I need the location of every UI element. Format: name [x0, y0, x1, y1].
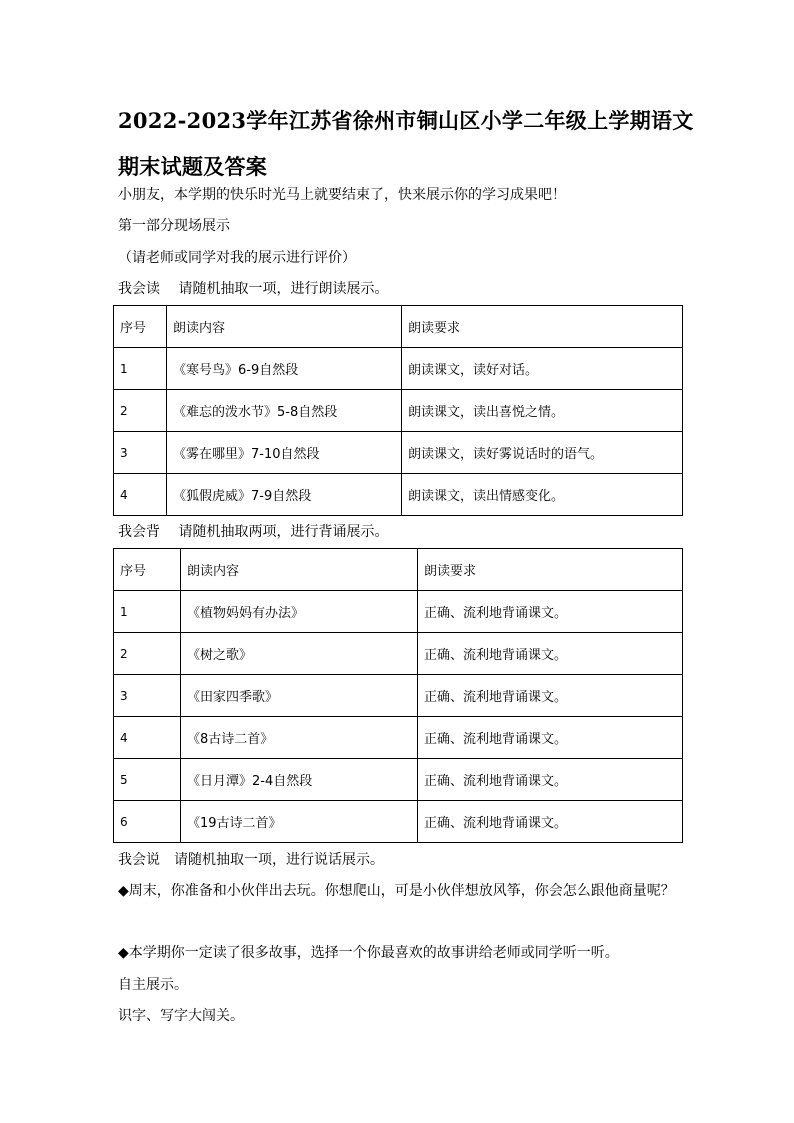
- table-cell: 4: [114, 717, 181, 759]
- table-cell: 3: [114, 675, 181, 717]
- reading-table: [113, 305, 683, 516]
- table-cell: 正确、流利地背诵课文。: [418, 717, 683, 759]
- title-line-1: 2022-2023学年江苏省徐州市铜山区小学二年级上学期语文: [118, 108, 694, 133]
- table-row: [114, 474, 683, 516]
- table-header-row: [114, 306, 683, 348]
- speak-item-2: ◆本学期你一定读了很多故事，选择一个你最喜欢的故事讲给老师或同学听一听。: [118, 945, 619, 961]
- literacy-heading: 识字、写字大闯关。: [118, 1008, 244, 1024]
- table-cell: 《寒号鸟》6-9自然段: [167, 348, 402, 390]
- table-cell: 《日月潭》2-4自然段: [181, 759, 418, 801]
- recite-heading: 我会背 请随机抽取两项，进行背诵展示。: [118, 524, 389, 540]
- table-row: [114, 591, 683, 633]
- table-cell: 5: [114, 759, 181, 801]
- table-cell: 正确、流利地背诵课文。: [418, 591, 683, 633]
- table-cell: 朗读课文，读好雾说话时的语气。: [402, 432, 683, 474]
- table-cell: 6: [114, 801, 181, 843]
- table-row: [114, 633, 683, 675]
- table-cell: 4: [114, 474, 167, 516]
- table-row: [114, 801, 683, 843]
- table-header-row: [114, 549, 683, 591]
- table-row: [114, 432, 683, 474]
- title-line-2: 期末试题及答案: [118, 154, 268, 179]
- table-cell: 正确、流利地背诵课文。: [418, 675, 683, 717]
- self-show-text: 自主展示。: [118, 977, 188, 993]
- table-cell: 朗读课文，读好对话。: [402, 348, 683, 390]
- table-cell: 《19古诗二首》: [181, 801, 418, 843]
- header-cell: 朗读要求: [402, 306, 683, 348]
- read-heading: 我会读 请随机抽取一项，进行朗读展示。: [118, 281, 389, 297]
- header-cell: 朗读内容: [167, 306, 402, 348]
- speak-item-1: ◆周末，你准备和小伙伴出去玩。你想爬山，可是小伙伴想放风筝，你会怎么跟他商量呢？: [118, 883, 675, 899]
- table-cell: 朗读课文，读出喜悦之情。: [402, 390, 683, 432]
- table-cell: 正确、流利地背诵课文。: [418, 633, 683, 675]
- table-row: [114, 759, 683, 801]
- table-row: [114, 390, 683, 432]
- table-cell: 《植物妈妈有办法》: [181, 591, 418, 633]
- speak-heading: 我会说 请随机抽取一项，进行说话展示。: [118, 852, 384, 868]
- table-cell: 《田家四季歌》: [181, 675, 418, 717]
- part1-heading: 第一部分现场展示: [118, 218, 230, 234]
- header-cell: 朗读内容: [181, 549, 418, 591]
- table-cell: 2: [114, 633, 181, 675]
- table-cell: 3: [114, 432, 167, 474]
- table-cell: 1: [114, 591, 181, 633]
- header-cell: 序号: [114, 306, 167, 348]
- table-cell: 《难忘的泼水节》5-8自然段: [167, 390, 402, 432]
- table-cell: 《8古诗二首》: [181, 717, 418, 759]
- table-row: [114, 675, 683, 717]
- table-cell: 《狐假虎威》7-9自然段: [167, 474, 402, 516]
- table-cell: 1: [114, 348, 167, 390]
- table-row: [114, 717, 683, 759]
- table-row: [114, 348, 683, 390]
- table-cell: 《雾在哪里》7-10自然段: [167, 432, 402, 474]
- document-title: [118, 98, 718, 190]
- table-cell: 朗读课文，读出情感变化。: [402, 474, 683, 516]
- table-cell: 正确、流利地背诵课文。: [418, 759, 683, 801]
- table-cell: 《树之歌》: [181, 633, 418, 675]
- header-cell: 序号: [114, 549, 181, 591]
- part1-note: （请老师或同学对我的展示进行评价）: [118, 250, 356, 266]
- table-cell: 正确、流利地背诵课文。: [418, 801, 683, 843]
- header-cell: 朗读要求: [418, 549, 683, 591]
- table-cell: 2: [114, 390, 167, 432]
- intro-text: 小朋友，本学期的快乐时光马上就要结束了，快来展示你的学习成果吧！: [118, 187, 566, 203]
- recitation-table: [113, 548, 683, 843]
